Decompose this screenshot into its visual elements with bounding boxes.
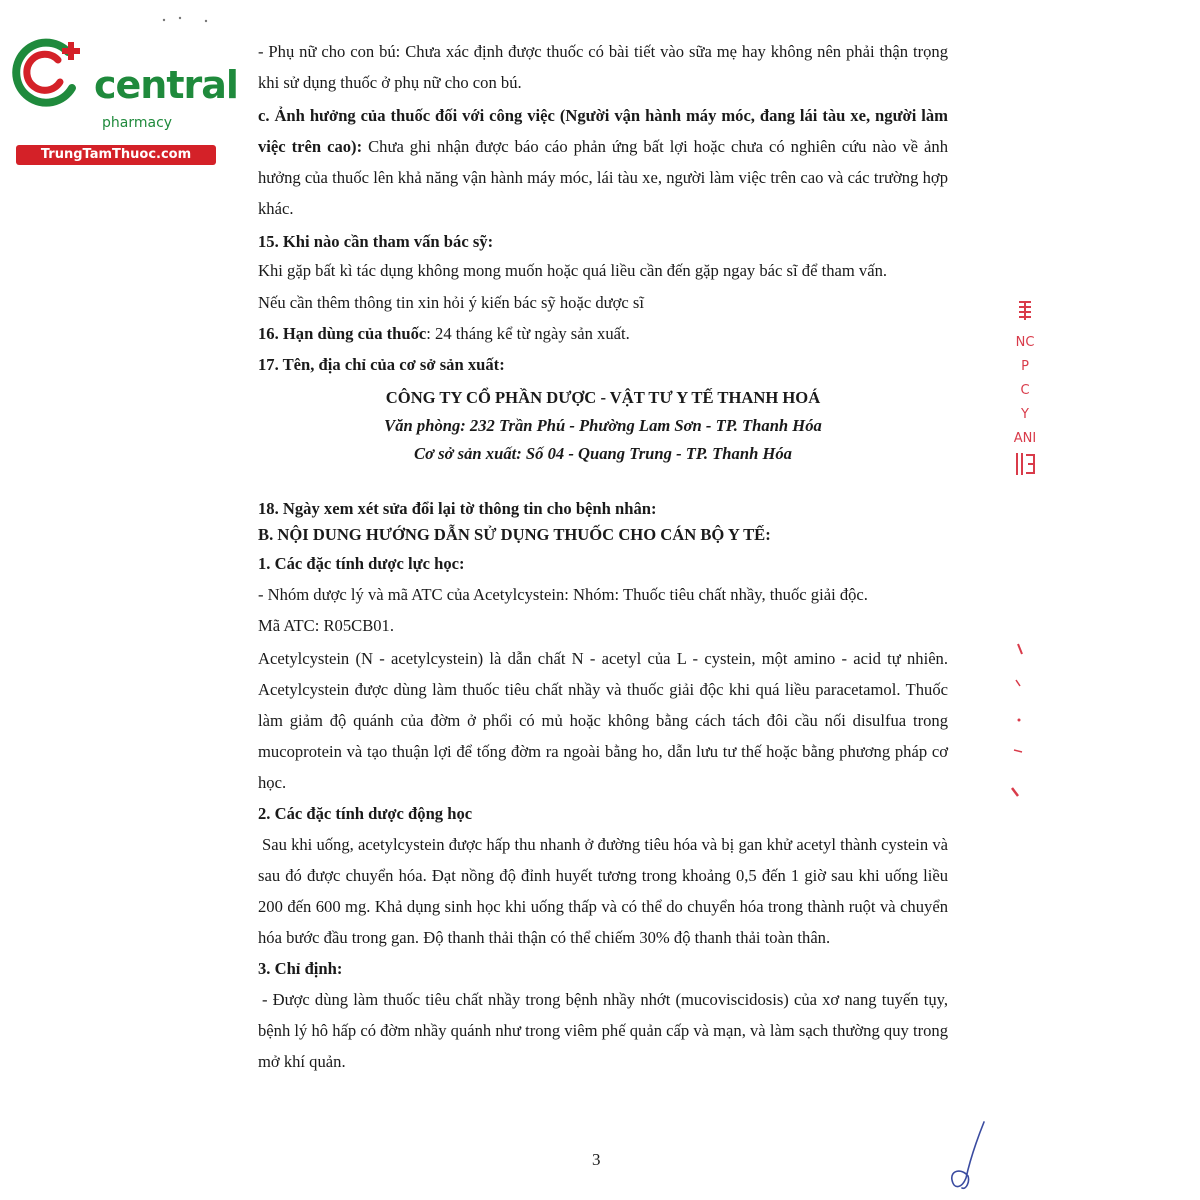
- central-logo-icon: [10, 30, 94, 116]
- b1-paragraph-3: Acetylcystein (N - acetylcystein) là dẫn chất N - acetyl của L - cystein, một amino - acid tự nhiên. Acetylcystein được dùng làm thuốc tiêu chất nhầy và thuốc giải độc khi quá liều paracetamol. Thuốc làm giảm độ quánh của đờm ở phổi có mủ hoặc không bằng cách tách đôi cầu nối disulfua trong mucoprotein và tạo thuận lợi để tống đờm ra ngoài bằng ho, dẫn lưu tư thế hoặc bằng phương pháp cơ học.: [258, 649, 948, 792]
- stamp-line-3: C: [1020, 383, 1030, 398]
- stamp-mark-icon-2: [1005, 451, 1045, 486]
- b1-paragraph-1: - Nhóm dược lý và mã ATC của Acetylcystein: Nhóm: Thuốc tiêu chất nhầy, thuốc giải độc.: [258, 585, 868, 604]
- b2-heading: 2. Các đặc tính dược động học: [258, 804, 473, 823]
- section-15-heading: 15. Khi nào cần tham vấn bác sỹ:: [258, 232, 494, 251]
- page-number: 3: [592, 1150, 601, 1169]
- b2-paragraph-1: Sau khi uống, acetylcystein được hấp thu nhanh ở đường tiêu hóa và bị gan khử acetyl thành cystein và sau đó được chuyển hóa. Đạt nồng độ đỉnh huyết tương trong khoảng 0,5 đến 1 giờ sau khi uống liều 200 đến 600 mg. Khả dụng sinh học khi uống thấp và có thể do chuyển hóa trong thành ruột và chuyển hóa bước đầu trong gan. Độ thanh thải thận có thể chiếm 30% độ thanh thải toàn thân.: [258, 835, 948, 947]
- part-b-heading: B. NỘI DUNG HƯỚNG DẪN SỬ DỤNG THUỐC CHO CÁN BỘ Y TẾ:: [258, 525, 771, 544]
- document-body: [258, 36, 948, 1077]
- b1-heading: 1. Các đặc tính dược lực học:: [258, 554, 465, 573]
- company-office: Văn phòng: 232 Trần Phú - Phường Lam Sơn - TP. Thanh Hóa: [384, 416, 822, 435]
- stamp-line-5: ANI: [1013, 431, 1037, 446]
- nursing-paragraph: - Phụ nữ cho con bú: Chưa xác định được thuốc có bài tiết vào sữa mẹ hay không nên phải thận trọng khi sử dụng thuốc ở phụ nữ cho con bú.: [258, 42, 948, 92]
- section-16-heading: 16. Hạn dùng của thuốc: [258, 324, 427, 343]
- stamp-fragment: [1005, 300, 1045, 486]
- machines-paragraph: [258, 100, 948, 224]
- signature-icon: [940, 1118, 990, 1193]
- central-pharmacy-logo: [10, 30, 238, 162]
- stamp-line-1: NC: [1015, 335, 1035, 350]
- section-18-heading: 18. Ngày xem xét sửa đổi lại tờ thông tin cho bệnh nhân:: [258, 499, 657, 518]
- logo-banner: TrungTamThuoc.com: [16, 145, 216, 165]
- section-15-paragraph-1: Khi gặp bất kì tác dụng không mong muốn hoặc quá liều cần đến gặp ngay bác sĩ để tham vấn.: [258, 261, 888, 280]
- machines-heading: c. Ảnh hưởng của thuốc đối với công việc (Người vận hành máy móc, đang lái tàu xe, người làm việc trên cao):: [258, 106, 948, 156]
- machines-text: Chưa ghi nhận được báo cáo phản ứng bất lợi hoặc chưa có nghiên cứu nào về ảnh hưởng của thuốc lên khả năng vận hành máy móc, lái tàu xe, người làm việc trên cao và các trường hợp khác.: [258, 137, 948, 218]
- stamp-line-2: P: [1021, 359, 1029, 374]
- logo-subtitle: pharmacy: [102, 115, 173, 131]
- stamp-faded-fragment: [1004, 640, 1034, 800]
- section-16: [258, 318, 948, 349]
- stamp-mark-icon: [1005, 300, 1045, 331]
- scan-specks: [160, 14, 220, 30]
- b3-heading: 3. Chỉ định:: [258, 959, 343, 978]
- stamp-line-4: Y: [1021, 407, 1029, 422]
- section-16-text: : 24 tháng kể từ ngày sản xuất.: [426, 324, 630, 343]
- company-factory: Cơ sở sản xuất: Số 04 - Quang Trung - TP. Thanh Hóa: [414, 444, 792, 463]
- b3-paragraph-1: - Được dùng làm thuốc tiêu chất nhầy trong bệnh nhầy nhớt (mucoviscidosis) của xơ nang tuyến tụy, bệnh lý hô hấp có đờm nhầy quánh như trong viêm phế quản cấp và mạn, và làm sạch thường quy trong mở khí quản.: [258, 990, 948, 1071]
- logo-name: central: [94, 63, 238, 107]
- section-17-heading: 17. Tên, địa chỉ của cơ sở sản xuất:: [258, 355, 505, 374]
- company-name: CÔNG TY CỔ PHẦN DƯỢC - VẬT TƯ Y TẾ THANH HOÁ: [385, 388, 821, 407]
- section-15-paragraph-2: Nếu cần thêm thông tin xin hỏi ý kiến bác sỹ hoặc dược sĩ: [258, 293, 644, 312]
- b1-paragraph-2: Mã ATC: R05CB01.: [258, 616, 394, 635]
